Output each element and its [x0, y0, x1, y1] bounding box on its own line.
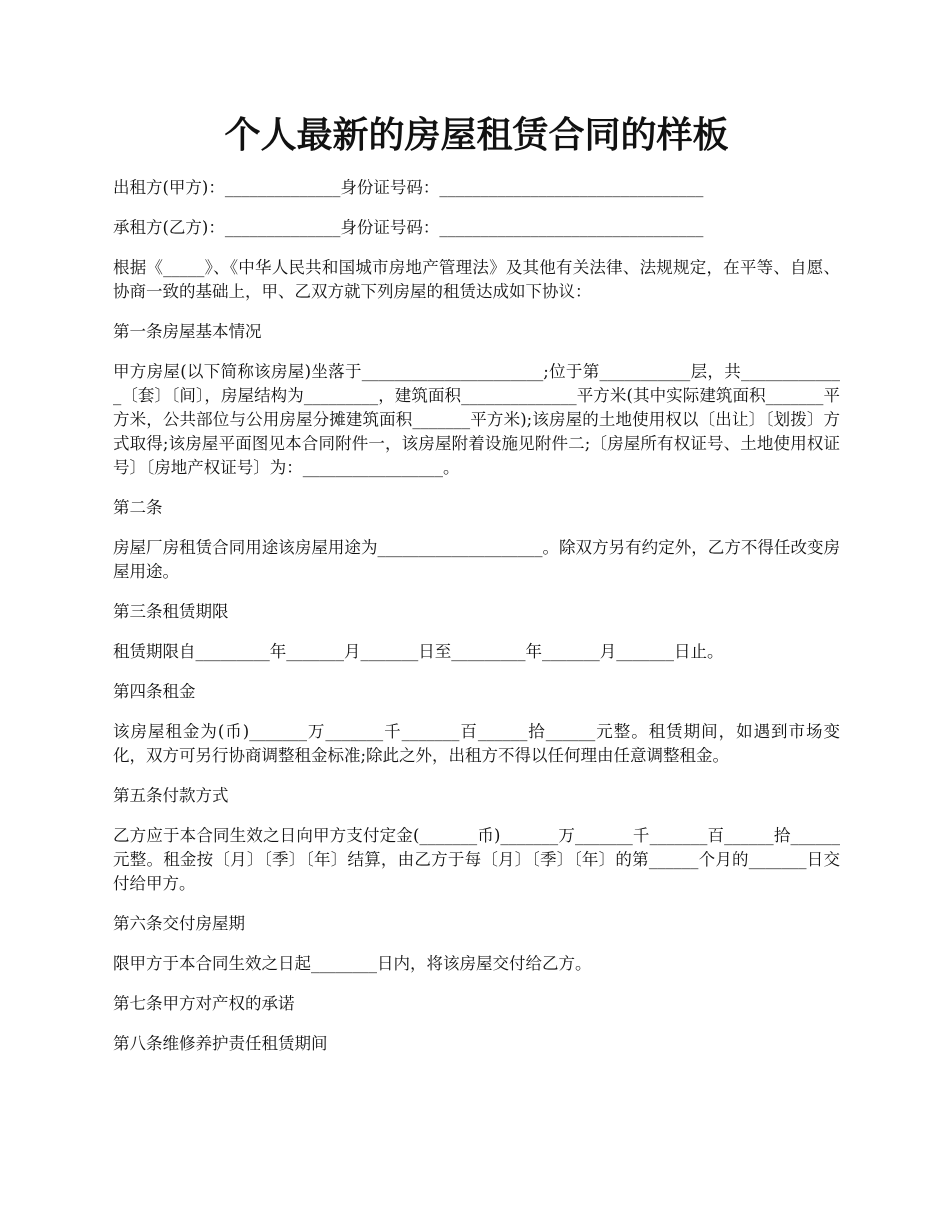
article-5-body: 乙方应于本合同生效之日向甲方支付定金(_______币)_______万_______千_______百______拾______元整。租金按〔月〕〔季〕〔年〕结算，由乙方于每〔月〕〔季〕〔年〕的第______个月的_______日交付给甲方。 — [113, 826, 840, 893]
article-5-heading: 第五条付款方式 — [113, 786, 229, 805]
article-4-body: 该房屋租金为(币)_______万_______千_______百______拾______元整。租赁期间，如遇到市场变化，双方可另行协商调整租金标准;除此之外，出租方不得以任何理由任意调整租金。 — [113, 722, 840, 765]
article-4-heading: 第四条租金 — [113, 682, 196, 701]
preamble-paragraph: 根据《_____》、《中华人民共和国城市房地产管理法》及其他有关法律、法规规定，在平等、自愿、协商一致的基础上，甲、乙双方就下列房屋的租赁达成如下协议： — [113, 258, 840, 301]
lessee-line: 承租方(乙方)：______________身份证号码：________________________________ — [113, 218, 704, 237]
document-title: 个人最新的房屋租赁合同的样板 — [224, 115, 729, 156]
article-8-heading: 第八条维修养护责任租赁期间 — [113, 1034, 328, 1053]
article-2-body: 房屋厂房租赁合同用途该房屋用途为____________________。除双方另有约定外，乙方不得任改变房屋用途。 — [113, 538, 840, 581]
lessor-line: 出租方(甲方)：______________身份证号码：________________________________ — [113, 178, 704, 197]
article-1-heading: 第一条房屋基本情况 — [113, 322, 262, 341]
article-1-body: 甲方房屋(以下简称该房屋)坐落于______________________;位于第___________层，共_____________〔套〕〔间〕，房屋结构为_________，建筑面积______________平方米(其中实际建筑面积_______平方米，公共部位与公用房屋分摊建筑面积_______平方米);该房屋的土地使用权以〔出让〕〔划拨〕方式取得;该房屋平面图见本合同附件一，该房屋附着设施见附件二;〔房屋所有权证号、土地使用权证号〕〔房地产权证号〕为：_________________。 — [113, 362, 840, 477]
article-6-heading: 第六条交付房屋期 — [113, 914, 245, 933]
article-6-body: 限甲方于本合同生效之日起________日内，将该房屋交付给乙方。 — [113, 954, 592, 973]
document-page — [113, 108, 840, 1072]
article-7-heading: 第七条甲方对产权的承诺 — [113, 994, 295, 1013]
article-3-heading: 第三条租赁期限 — [113, 602, 229, 621]
article-2-heading: 第二条 — [113, 498, 163, 517]
article-3-body: 租赁期限自_________年_______月_______日至_________年_______月_______日止。 — [113, 642, 724, 661]
